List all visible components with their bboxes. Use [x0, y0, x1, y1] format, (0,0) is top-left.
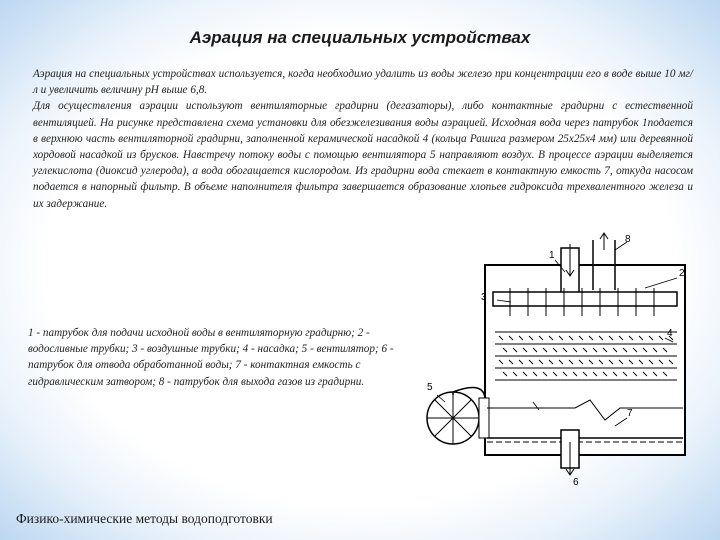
paragraph-intro: Аэрация на специальных устройствах используется, когда необходимо удалить из воды железо при концентрации его в воде выше 10 мг/л и увеличить величину рН выше 6,8. — [33, 68, 693, 97]
label-1: 1 — [549, 250, 555, 261]
footer-course-title: Физико-химические методы водоподготовки — [16, 511, 273, 526]
slide-title: Аэрация на специальных устройствах — [189, 28, 531, 47]
label-8: 8 — [625, 234, 631, 245]
distribution-tray — [493, 292, 677, 306]
fan-connector — [479, 398, 489, 438]
label-6: 6 — [573, 477, 579, 488]
label-3: 3 — [481, 292, 487, 303]
label-7: 7 — [627, 408, 633, 419]
aeration-unit-diagram — [415, 230, 695, 495]
label-4: 4 — [667, 328, 673, 339]
paragraph-description: Для осуществления аэрации используют вентиляторные градирни (дегазаторы), либо контактные градирни с естественной вентиляцией. На рисунке представлена схема установки для обезжелезивания воды аэрацией. Исходная вода через патрубок 1подается в верхнюю часть вентиляторной градирни, заполненной керамической насадкой 4 (кольца Рашига размером 25х25х4 мм) или деревянной хордовой насадкой из брусков. Навстречу потоку воды с помощью вентилятора 5 направляют воздух. В процессе аэрации выделяется углекислота (диоксид углерода), а вода обогащается кислородом. Из градирни вода стекает в контактную емкость 7, откуда насосом подается в напорный фильтр. В объеме наполнителя фильтра завершается образование хлопьев гидроксида трехвалентного железа и их задержание. — [33, 100, 693, 210]
body-text — [33, 66, 693, 212]
label-5: 5 — [427, 382, 433, 393]
figure-legend: 1 - патрубок для подачи исходной воды в вентиляторную градирню; 2 - водосливные трубки; 3 - воздушные трубки; 4 - насадка; 5 - вентилятор; 6 - патрубок для отвода обработанной воды; 7 - контактная емкость с гидравлическим затвором; 8 - патрубок для выхода газов из градирни. — [28, 327, 394, 388]
label-2: 2 — [679, 268, 685, 279]
